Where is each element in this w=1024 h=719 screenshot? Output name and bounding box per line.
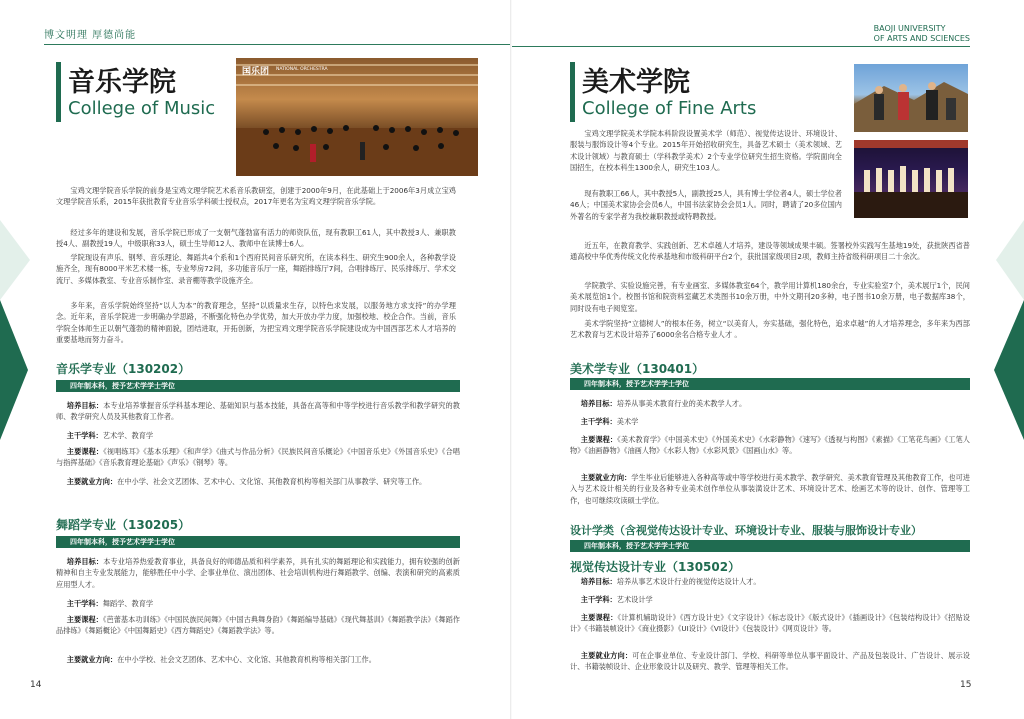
orchestra-illustration — [236, 58, 478, 176]
header-rule — [44, 44, 512, 45]
stage-illustration — [854, 140, 968, 218]
intro-paragraph-5: 美术学院坚持“立德树人”的根本任务，树立“以美育人，夯实基础，强化特色，追求卓越”的人才培养理念，多年来为西部艺术教育与艺术设计培养了6000余名合格专业人才 。 — [570, 319, 970, 340]
decorative-triangle — [994, 300, 1024, 440]
major-title: 舞蹈学专业（130205） — [56, 518, 191, 532]
university-name: BAOJI UNIVERSITY OF ARTS AND SCIENCES — [873, 24, 970, 43]
intro-paragraph-2: 现有教职工66人，其中教授5人，副教授25人，具有博士学位者4人，硕士学位者46人；中国美术家协会会员6人，中国书法家协会会员1人。同时，聘请了20多位国内外著名的专家学者为我校兼职教授或特聘教授。 — [570, 189, 842, 221]
title-bar — [56, 62, 61, 122]
intro-paragraph-1: 宝鸡文理学院美术学院本科阶段设置美术学（师范）、视觉传达设计、环境设计、服装与服饰设计等4个专业。2015年开始招收研究生，具备艺术硕士（美术领域、艺术设计领域）与教育硕士（学科教学美术）2个专业学位研究生招生资格。学院面向全国招生，在校本科生1300余人，研究生103人。 — [570, 129, 842, 173]
main-courses: 主要课程：《计算机辅助设计》《西方设计史》《文字设计》《标志设计》《版式设计》《插画设计》《包装结构设计》《招贴设计》《书籍装帧设计》《商业摄影》《UI设计》《VI设计》《包装设计》《网页设计》等。 — [570, 613, 970, 634]
decorative-triangle — [0, 300, 28, 440]
page-title: 音乐学院 — [68, 67, 176, 98]
page-number: 15 — [960, 680, 972, 690]
motto: 博文明理 厚德尚能 — [44, 30, 137, 41]
orchestra-photo — [236, 58, 478, 176]
page-subtitle: College of Fine Arts — [582, 98, 757, 119]
degree-band: 四年制本科，授予艺术学学士学位 — [56, 536, 460, 548]
major-title: 音乐学专业（130202） — [56, 362, 191, 376]
training-goal: 培养目标：培养从事艺术设计行业的视觉传达设计人才。 — [580, 577, 761, 586]
degree-band: 四年制本科，授予艺术学学士学位 — [570, 378, 970, 390]
photo-caption: 国乐团 — [242, 67, 270, 77]
main-subject: 主干学科：美术学 — [580, 417, 639, 426]
page-subtitle: College of Music — [68, 98, 216, 119]
header-rule — [512, 46, 970, 47]
intro-paragraph-3: 近五年，在教育教学、实践创新、艺术卓越人才培养，建设等领域成果丰硕。签署校外实践写生基地19处，获批陕西省普通高校中华优秀传统文化传承基地和市级科研平台2个，获批国家级项目2项，教师主持省级科研项目二十余次。 — [570, 241, 970, 262]
main-courses: 主要课程：《美术教育学》《中国美术史》《外国美术史》《水彩静物》《速写》《透视与构图》《素描》《工笔花鸟画》《工笔人物》《油画静物》《油画人物》《水彩人物》《水彩风景》《国画山水》等。 — [570, 435, 970, 456]
intro-paragraph-3: 学院现设有声乐、钢琴、音乐理论、舞蹈共4个系和1个西府民间音乐研究所，在读本科生、研究生900余人，各种教学设施齐全，现有8000平米艺术楼一栋，专业琴房72间，多功能音乐厅一座，舞蹈排练厅7间，合唱排练厅、民乐排练厅、学术交流厅、多媒体教室、专业音乐制作室、录音棚等教学设施齐全。 — [56, 253, 456, 285]
training-goal: 培养目标：本专业培养掌握音乐学科基本理论、基础知识与基本技能，具备在高等和中等学校进行音乐教学和教学研究的教师、教学研究人员及其他教育工作者。 — [56, 401, 460, 422]
decorative-triangle — [996, 220, 1024, 300]
page-title: 美术学院 — [582, 67, 690, 98]
intro-paragraph-2: 经过多年的建设和发展，音乐学院已形成了一支朝气蓬勃富有活力的师资队伍，现有教职工61人，其中教授3人、兼职教授4人、副教授19人，中级职称33人，硕士生导师12人、教师中在读博士6人。 — [56, 228, 456, 249]
main-subject: 主干学科：舞蹈学、教育学 — [66, 599, 154, 608]
page-number: 14 — [30, 680, 42, 690]
career-direction: 主要就业方向：在中小学、社会文艺团体、艺术中心、文化馆、其他教育机构等相关部门从事教学、研究等工作。 — [66, 477, 427, 486]
main-subject: 主干学科：艺术学、教育学 — [66, 431, 154, 440]
training-goal: 培养目标：培养从事美术教育行业的美术教学人才。 — [580, 399, 747, 408]
design-heading: 设计学类（含视觉传达设计专业、环境设计专业、服装与服饰设计专业） — [570, 524, 922, 537]
career-direction: 主要就业方向：可在企事业单位、专业设计部门、学校、科研等单位从事平面设计、产品及包装设计、广告设计、展示设计、书籍装帧设计、企业形象设计以及研究、教学、管理等相关工作。 — [570, 651, 970, 672]
training-goal: 培养目标：本专业培养热爱教育事业，具备良好的师德品质和科学素养，具有扎实的舞蹈理论和实践能力，拥有较强的创新精神和自主专业发展能力，能够胜任中小学、企事业单位、演出团体、社会培训机构进行舞蹈教学、创编、表演和研究的高素质应用型人才。 — [56, 557, 460, 589]
stage-photo — [854, 140, 968, 218]
intro-paragraph-1: 宝鸡文理学院音乐学院的前身是宝鸡文理学院艺术系音乐教研室，创建于2000年9月，在此基础上于2006年3月成立宝鸡文理学院音乐系，2015年获批教育专业音乐学科硕士授权点，2017年更名为宝鸡文理学院音乐学院。 — [56, 186, 456, 207]
main-subject: 主干学科：艺术设计学 — [580, 595, 653, 604]
title-bar — [570, 62, 575, 122]
degree-band: 四年制本科，授予艺术学学士学位 — [56, 380, 460, 392]
degree-band: 四年制本科，授予艺术学学士学位 — [570, 540, 970, 552]
sketching-photo — [854, 64, 968, 132]
main-courses: 主要课程：《视唱练耳》《基本乐理》《和声学》《曲式与作品分析》《民族民间音乐概论》《中国音乐史》《外国音乐史》《合唱与指挥基础》《音乐教育理论基础》《声乐》《钢琴》等。 — [56, 447, 460, 468]
right-page — [512, 0, 1024, 719]
major-title: 视觉传达设计专业（130502） — [570, 560, 741, 574]
photo-caption-en: NATIONAL ORCHESTRA — [276, 67, 328, 72]
career-direction: 主要就业方向：在中小学校、社会文艺团体、艺术中心、文化馆、其他教育机构等相关部门工作。 — [66, 655, 376, 664]
major-title: 美术学专业（130401） — [570, 362, 705, 376]
intro-paragraph-4: 多年来，音乐学院始终坚持“以人为本”的教育理念，坚持“以质量求生存，以特色求发展，以服务地方求支持”的办学理念。近年来，音乐学院进一步明确办学思路，不断强化特色办学优势，加大开放办学力度，加强校地、校企合作。当前，音乐学院全体师生正以朝气蓬勃的精神面貌，团结进取，开拓创新，为把宝鸡文理学院音乐学院建设成为中国西部艺术人才培养的重要基地而努力奋斗。 — [56, 301, 456, 345]
main-courses: 主要课程：《芭蕾基本功训练》《中国民族民间舞》《中国古典舞身韵》《舞蹈编导基础》《现代舞基训》《舞蹈教学法》《舞蹈作品排练》《舞蹈概论》《中国舞蹈史》《西方舞蹈史》《舞蹈教学法》等。 — [56, 615, 460, 636]
career-direction: 主要就业方向：学生毕业后能够进入各种高等或中等学校进行美术教学、教学研究、美术教育管理及其他教育工作，也可进入与艺术设计相关的行业及各种专业美术创作单位从事装潢设计艺术、环境设计艺术、绘画艺术等的设计、创作、管理等工作，也可继续攻读硕士学位。 — [570, 473, 970, 505]
intro-paragraph-4: 学院教学、实验设施完善，有专业画室、多媒体教室64个，教学用计算机180余台，专业实验室7个，美术展厅1个，民间美术展览馆1个。校图书馆和院资料室藏艺术类图书10余万册，中外文期刊20多种，电子图书10余万册，电子数据库38个，同时设有电子阅览室。 — [570, 281, 970, 313]
decorative-triangle — [0, 220, 30, 300]
sketching-illustration — [854, 64, 968, 132]
